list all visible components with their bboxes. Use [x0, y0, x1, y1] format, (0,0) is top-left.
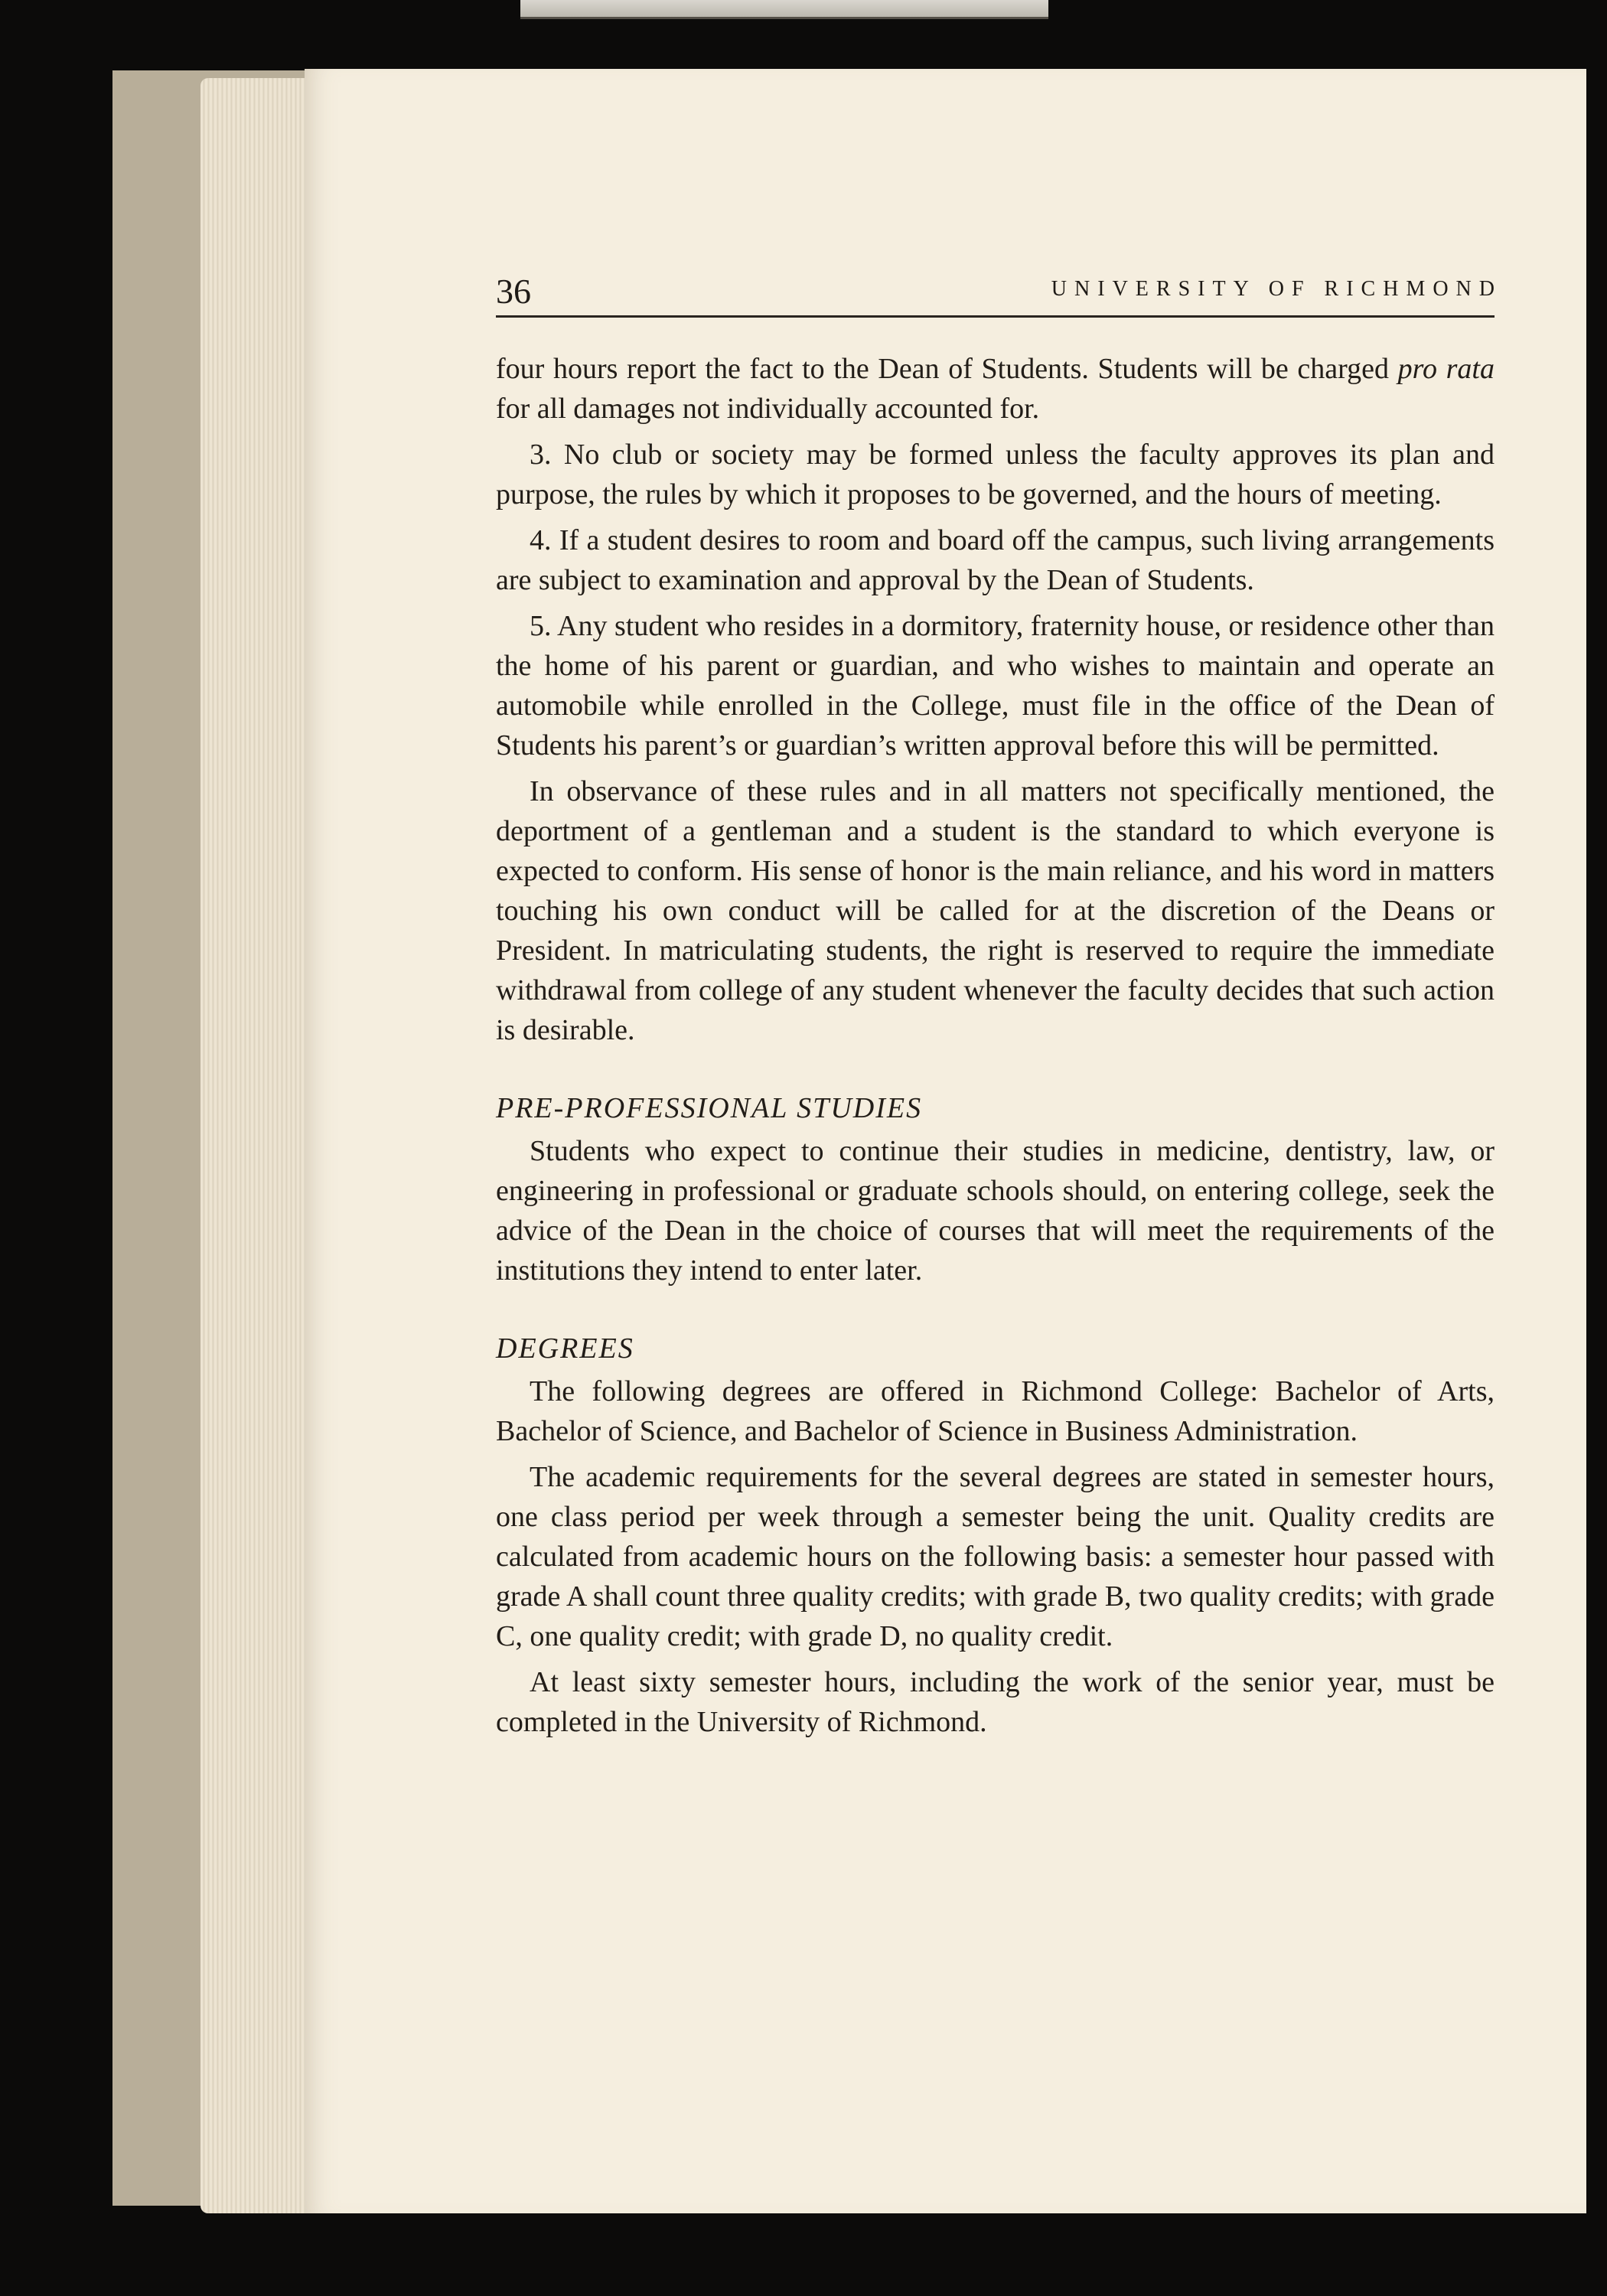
rule-4: 4. If a student desires to room and board off the campus, such living arrangements are subject to examination and approval by the Dean of Students. — [496, 524, 1495, 596]
degrees-paragraph-3: At least sixty semester hours, including the work of the senior year, must be completed in the University of Richmond. — [496, 1666, 1495, 1738]
degrees-paragraph-1: The following degrees are offered in Richmond College: Bachelor of Arts, Bachelor of Science, and Bachelor of Science in Business Administration. — [496, 1375, 1495, 1447]
page-edges — [200, 78, 315, 2213]
italic-term: pro rata — [1397, 353, 1495, 385]
rule-5: 5. Any student who resides in a dormitory, fraternity house, or residence other than the home of his parent or guardian, and who wishes to maintain and operate an automobile while enrolled in the College, must file in the office of the Dean of Students his parent’s or guardian’s written approval before this will be permitted. — [496, 610, 1495, 762]
continued-paragraph — [496, 349, 1495, 429]
continued-text-start: four hours report the fact to the Dean of Students. Students will be charged — [496, 353, 1398, 385]
continued-text-end: for all damages not individually accounted for. — [496, 393, 1040, 425]
section-heading-pre-professional: PRE-PROFESSIONAL STUDIES — [496, 1092, 923, 1124]
running-head — [496, 269, 1502, 318]
pre-professional-paragraph: Students who expect to continue their studies in medicine, dentistry, law, or engineering in professional or graduate schools should, on entering college, seek the advice of the Dean in the choice of courses that will meet the requirements of the institutions they intend to enter later. — [496, 1135, 1495, 1287]
degrees-paragraph-2: The academic requirements for the several degrees are stated in semester hours, one class period per week through a semester being the unit. Quality credits are calculated from academic hours on the following basis: a semester hour passed with grade A shall count three quality credits; with grade B, two quality credits; with grade C, one quality credit; with grade D, no quality credit. — [496, 1461, 1495, 1652]
scan-edge-strip — [520, 0, 1048, 19]
page-number: 36 — [496, 272, 531, 311]
page-text — [496, 349, 1495, 1742]
book-page — [305, 69, 1586, 2213]
section-heading-degrees: DEGREES — [496, 1332, 634, 1365]
rule-3: 3. No club or society may be formed unless the faculty approves its plan and purpose, the rules by which it proposes to be governed, and the hours of meeting. — [496, 439, 1495, 510]
observance-paragraph: In observance of these rules and in all matters not specifically mentioned, the deportment of a gentleman and a student is the standard to which everyone is expected to conform. His sense of honor is the main reliance, and his word in matters touching his own conduct will be called for at the discretion of the Deans or President. In matriculating students, the right is reserved to require the immediate withdrawal from college of any student whenever the faculty decides that such action is desirable. — [496, 775, 1495, 1046]
running-head-title: UNIVERSITY OF RICHMOND — [1051, 277, 1502, 301]
